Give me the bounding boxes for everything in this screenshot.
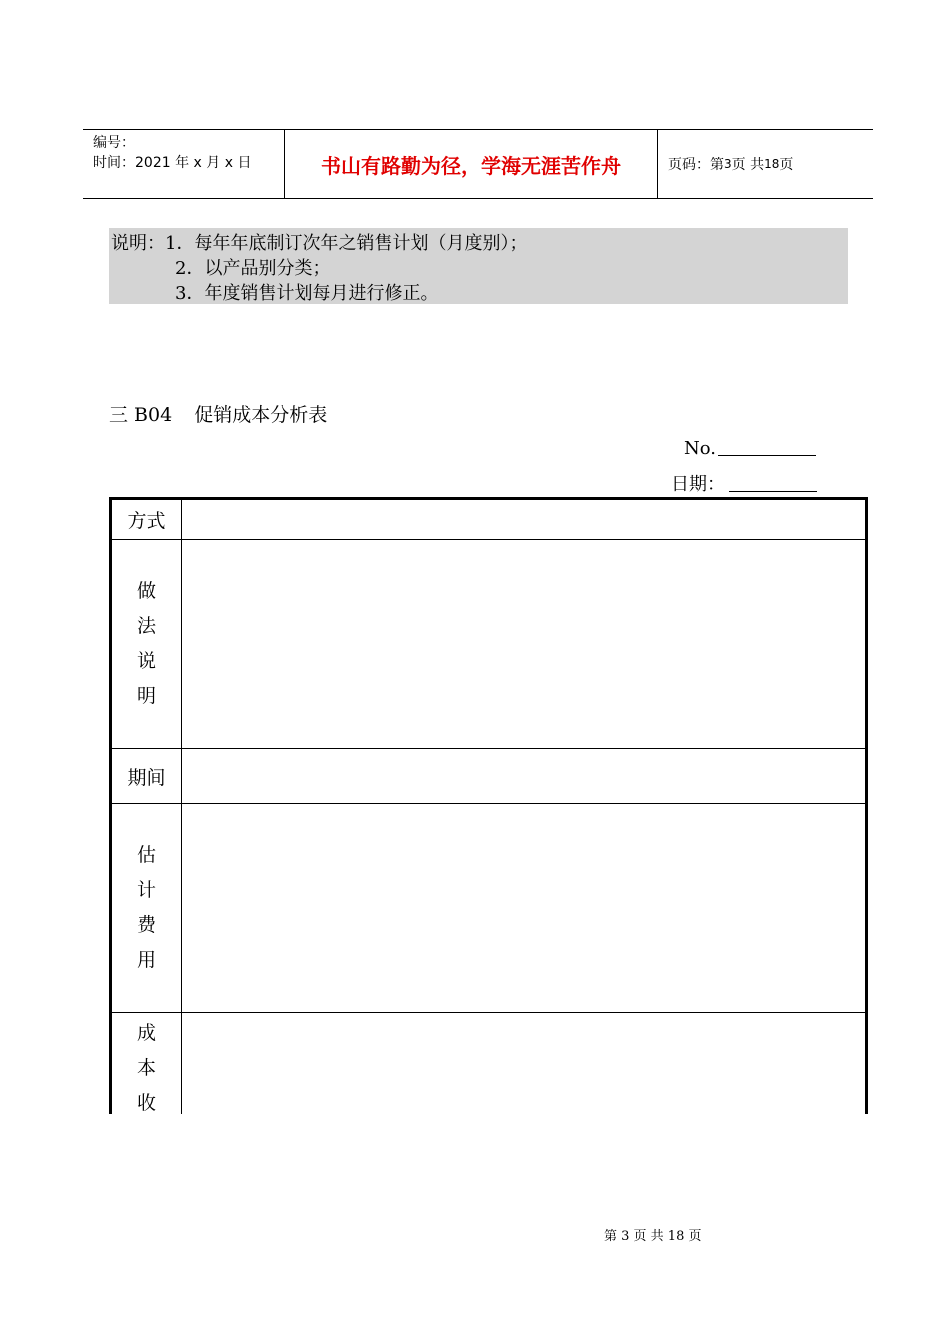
header-motto: 书山有路勤为径，学海无涯苦作舟 [284,130,658,198]
date-blank[interactable] [729,473,817,492]
row-cost-recovery [112,1013,865,1114]
document-number-label: 编号： [93,135,135,151]
row-period [112,749,865,804]
note-line-1: 说明：1．每年年底制订次年之销售计划（月度别）； [111,233,528,254]
period-label: 期间 [112,749,182,803]
row-estimated-cost [112,804,865,1013]
instructions-box [109,228,848,304]
cost-recovery-cell[interactable] [182,1013,865,1114]
number-field [684,437,816,459]
page-mid: 页 共 [731,157,765,173]
page-total: 18 [764,157,780,171]
page-suffix: 页 [779,157,794,173]
date-field [671,470,817,496]
date-label: 日期： [671,474,725,495]
note-line-2: 2．以产品别分类； [175,258,331,279]
estimated-cost-cell[interactable] [182,804,865,1012]
period-cell[interactable] [182,749,865,803]
document-time-label: 时间：2021 年 x 月 x 日 [93,155,252,171]
page-prefix: 页码：第 [668,157,724,173]
row-method [112,500,865,540]
form-title [109,400,327,427]
note-line-3: 3．年度销售计划每月进行修正。 [175,283,439,304]
method-cell[interactable] [182,500,865,539]
description-label: 做 法 说 明 [112,540,182,748]
number-blank[interactable] [718,437,816,456]
promotion-cost-form [109,497,868,1114]
page-current: 3 [724,157,732,171]
method-label: 方式 [112,500,182,539]
header-left-cell [83,130,284,198]
estimated-cost-label: 估 计 费 用 [112,804,182,1012]
row-description [112,540,865,749]
cost-recovery-label: 成 本 收 [112,1013,182,1114]
form-name: 促销成本分析表 [194,404,328,426]
page-header [83,129,873,199]
form-code: 三 B04 [109,404,173,426]
number-label: No. [684,438,716,459]
description-cell[interactable] [182,540,865,748]
header-page-info [658,130,873,198]
page-footer: 第 3 页 共 18 页 [604,1229,702,1244]
